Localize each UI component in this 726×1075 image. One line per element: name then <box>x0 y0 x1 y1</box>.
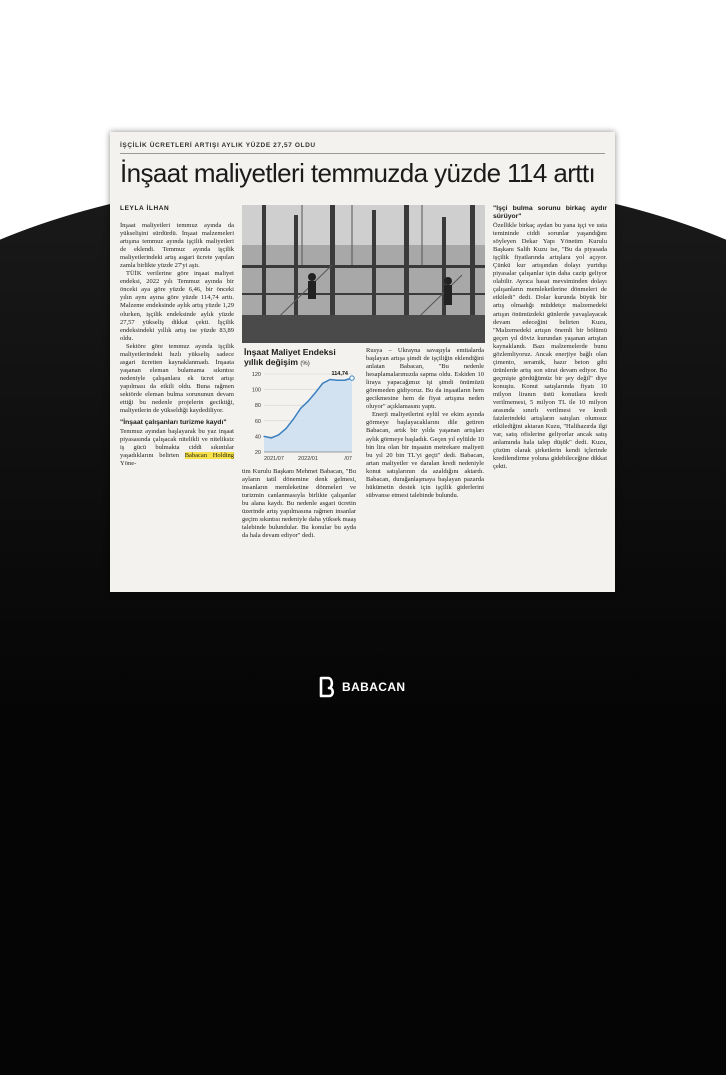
chart-plot <box>242 368 357 464</box>
brand-name: BABACAN <box>342 680 406 694</box>
y-tick-label: 20 <box>254 450 261 456</box>
paragraph: Özellikle birkaç aydan bu yana işçi ve usta temininde ciddi sorunlar yaşandığını söyleyen Dekar Yapı Yönetim Kurulu Başkanı Salih Kuzu ise, "Bu da piyasada işçilik fiyatlarında artışlara yol açıyor. Çünkü kur artışından dolayı yurtdışı piyasalar çalışanlar için daha cazip geliyor olabilir. Ayrıca hasat mevsiminden dolayı çalışanların memleketlerine dönmeleri de etkiledi" dedi. Dolar kurunda büyük bir artış olmadığı müddetçe malzemedeki artışın önümüzdeki günlerde yavaşlayacak devam edeceğini belirten Kuzu, "Malzemedeki artışın önemli bir bölümü geçen yıl döviz kurundan yaşanan artıştan kaynaklandı. Bazı malzemelerde bunu gözlemliyoruz. Ancak enerjiye bağlı olan çimento, seramik, hazır beton gibi ürünlerde artış son sürat devam ediyor. Bu geçmişte gördüğümüz bir şey değil" diye konuştu. Konut satışlarında fiyatı 10 milyon liranın üstü konutlara kredi verilmemesi, 5 milyon TL ile 10 milyon arasında sınırlı verilmesi ve kredi faizlerindeki artışların satışları olumsuz etkilediğini aktaran Kuzu, "Halihazırda ilgi var, satış ofislerine geliyorlar ancak satış anlamında hala talep düşük" dedi. Kuzu, çözüm olarak şirketlerin kendi içlerinde kredilendirme yoluna gidebileceğine dikkat çekti. <box>493 222 607 471</box>
article-column-3 <box>366 347 484 587</box>
data-point <box>337 380 338 381</box>
chart-title: İnşaat Maliyet Endeksi <box>244 347 336 357</box>
last-point-marker <box>350 376 354 380</box>
paragraph: Rusya – Ukrayna savaşıyla emtialarda başlayan artışa şimdi de işçiliğin eklendiğini anlatan Babacan, "Bu nedenle hesaplamalarımızda sapma oldu. Eskiden 10 liraya yapacağımız işi şimdi önümüzü göremeden gidiyoruz. Bu da inşaatların hem gecikmesine hem de fiyat artışına neden oluyor" açıklamasını yaptı. <box>366 347 484 411</box>
x-tick-label: 2022/01 <box>298 456 318 462</box>
babacan-b-icon <box>318 676 336 698</box>
construction-site-image <box>242 205 485 343</box>
kicker-divider <box>120 153 605 154</box>
subheading: "İnşaat çalışanları turizme kaydı" <box>120 419 227 427</box>
highlighted-company-name: Babacan Holding <box>184 452 234 460</box>
data-point <box>278 434 279 435</box>
y-tick-label: 100 <box>251 387 261 394</box>
article-headline: İnşaat maliyetleri temmuzda yüzde 114 arttı <box>120 158 596 188</box>
data-point <box>307 401 308 402</box>
article-column-2 <box>242 468 356 586</box>
chart-subtitle: yıllık değişim (%) <box>244 357 310 367</box>
paragraph: Enerji maliyetlerini eylül ve ekim ayında görmeye başlayacaklarını dile getiren Babacan, artık bir yılda yaşanan artışları aylık görmeye başladık. Geçen yıl eylülde 10 bin lira olan bir inşaatın metrekare maliyeti bu yıl 20 bin TL'yi geçti" dedi. Babacan, artan maliyetler ve daralan kredi nedeniyle konut satışlarının da azaldığını aktardı. Babacan, durağanlaşmaya başlayan pazarda hükümetin destek için işçilik giderlerini sübvanse etmesi talebinde bulundu. <box>366 411 484 499</box>
article-column-1 <box>120 222 234 584</box>
x-tick-label: 2021/07 <box>264 456 284 462</box>
data-point <box>300 408 301 409</box>
paragraph: Sektöre göre temmuz ayında işçilik maliyetlerindeki hızlı yükseliş sadece asgari ücretten kaynaklanmadı. İnşaata yaşanan eleman bulamama sıkıntısı nedeniyle çalışanlara ek ücret artışı yapılması da etkili oldu. Buna rağmen sektörde eleman bulma sorununun devam ettiği bu nedenle projelerin geciktiği, maliyetlerin de yükseldiği kaydediliyor. <box>120 342 234 415</box>
article-column-4 <box>493 205 607 587</box>
data-point <box>344 380 345 381</box>
y-tick-label: 40 <box>254 434 261 441</box>
data-point <box>263 436 264 437</box>
paragraph: İnşaat maliyetleri temmuz ayında da yükselişini sürdürdü. İnşaat malzemeleri artışına temmuz ayında işçilik maliyetleri de eklendi. Temmuz ayında işçilik maliyetlerindeki artış asgari ücrete yapılan zamla birlikte yüzde 27'yi aştı. <box>120 222 234 270</box>
data-point <box>285 428 286 429</box>
construction-photo <box>242 205 485 343</box>
article-kicker: İŞÇİLİK ÜCRETLERİ ARTIŞI AYLIK YÜZDE 27,57 OLDU <box>120 142 316 149</box>
x-tick-label: /07 <box>344 456 352 462</box>
brand-logo <box>318 676 405 698</box>
article-byline: LEYLA İLHAN <box>120 205 170 212</box>
y-tick-label: 120 <box>251 372 261 378</box>
data-point <box>322 383 323 384</box>
paragraph: Temmuz ayından başlayarak bu yaz inşaat piyasasında çalışacak nitelikli ve niteliksiz iş gücü bulmakta ciddi sıkıntılar yaşadıklarını belirten Babacan Holding Yöne- <box>120 428 234 468</box>
data-point <box>271 437 272 438</box>
data-point <box>293 419 294 420</box>
data-point <box>315 392 316 393</box>
construction-index-chart <box>242 346 357 464</box>
paragraph: TÜİK verilerine göre inşaat maliyet endeksi, 2022 yılı Temmuz ayında bir önceki aya göre yüzde 6,46, bir önceki yılın aynı ayına göre yüzde 114,74 arttı. Malzeme endeksinde aylık artış yüzde 1,29 olurken, işçilik endeksinde aylık yüzde 27,57 yükseliş dikkat çekti. İşçilik endeksindeki yıllık artış ise yüzde 83,89 oldu. <box>120 270 234 342</box>
y-tick-label: 60 <box>254 418 261 425</box>
series-area <box>264 378 352 452</box>
data-label: 114,74 <box>331 371 348 378</box>
data-point <box>329 379 330 380</box>
y-tick-label: 80 <box>254 403 261 410</box>
newspaper-clipping <box>110 132 615 592</box>
subheading: "İşçi bulma sorunu birkaç aydır sürüyor" <box>493 205 607 220</box>
paragraph: tim Kurulu Başkanı Mehmet Babacan, "Bu ayların tatil dönemine denk gelmesi, insanların memleketine dönmeleri ve turizmin canlanmasıyla birlikte çalışanlar bu alana kaydı. Bu nedenle asgari ücretin üzerinde artış yapılmasına rağmen insanlar geçim sıkıntısı nedeniyle daha yüksek maaş talebinde bulundular. Bu konular bu ayda da hala devam ediyor" dedi. <box>242 468 356 540</box>
